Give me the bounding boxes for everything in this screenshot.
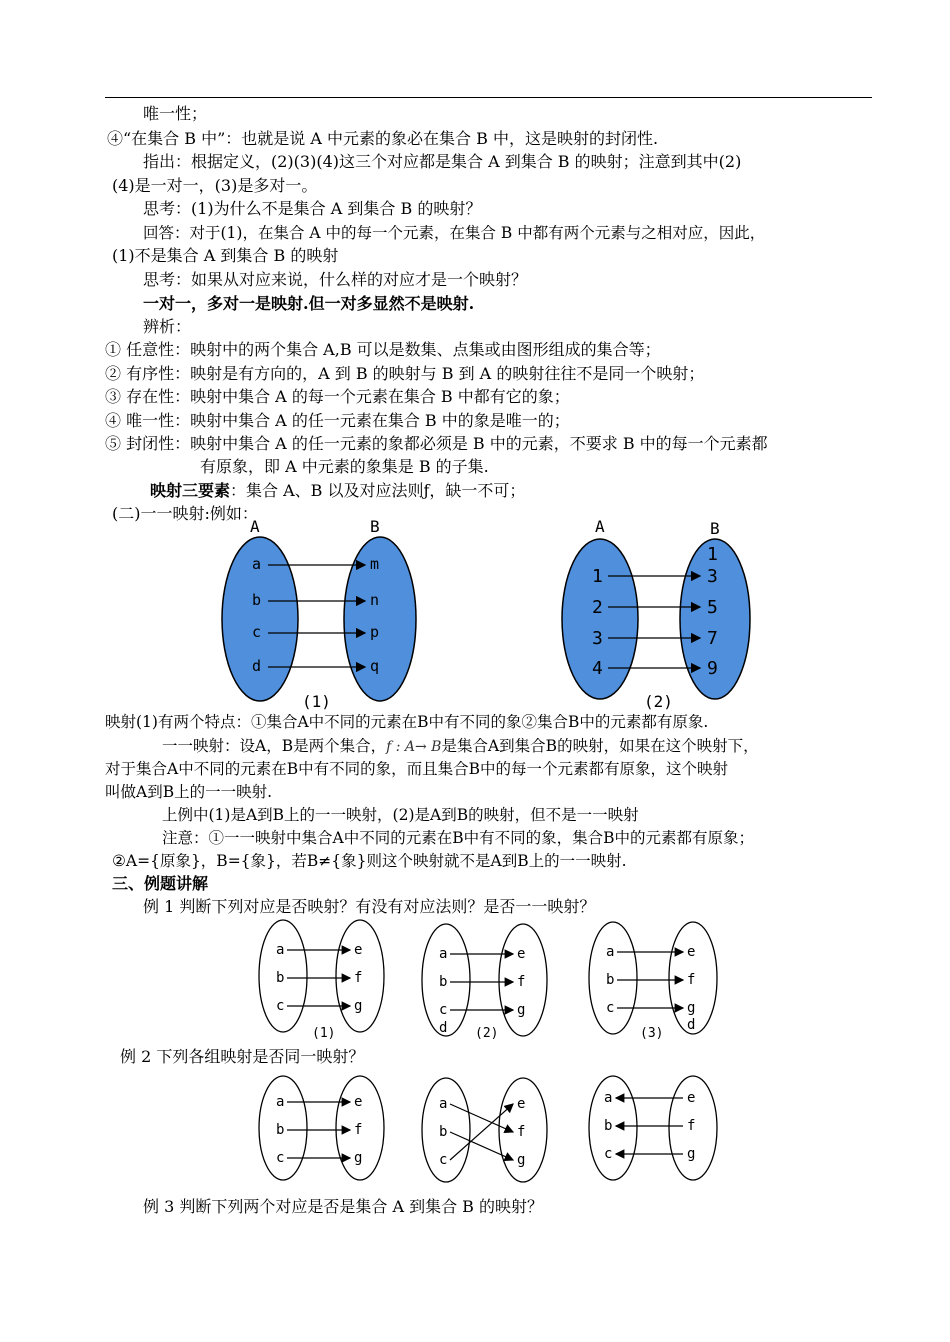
- element-label: 2: [592, 597, 603, 618]
- list-item: ③ 存在性：映射中集合 A 的每一个元素在集合 B 中都有它的象；: [105, 387, 570, 406]
- element-label: p: [370, 623, 380, 641]
- text-line: (4)是一对一，(3)是多对一。: [112, 176, 318, 195]
- list-item: ② 有序性：映射是有方向的，A 到 B 的映射与 B 到 A 的映射往往不是同一个映射；: [105, 364, 705, 383]
- text-line: 叫做A到B上的一一映射.: [105, 783, 273, 801]
- text-line: 对于集合A中不同的元素在B中有不同的象，而且集合B中的每一个元素都有原象，这个映射: [105, 760, 728, 778]
- text-line: 有原象，即 A 中元素的象集是 B 的子集.: [200, 457, 489, 476]
- text-line: 思考：(1)为什么不是集合 A 到集合 B 的映射？: [143, 199, 482, 218]
- element-label: 3: [707, 566, 718, 587]
- element-label: 5: [707, 597, 718, 618]
- element-label: b: [439, 974, 448, 990]
- element-label: e: [354, 1094, 363, 1110]
- text-line: [162, 736, 759, 757]
- bold-term: 映射三要素: [150, 481, 231, 500]
- set-ellipse: [344, 537, 416, 701]
- element-label: a: [606, 944, 615, 960]
- list-item: ⑤ 封闭性：映射中集合 A 的任一元素的象都必须是 B 中的元素，不要求 B 中的每一个元素都: [105, 434, 768, 453]
- element-label: a: [439, 1096, 448, 1112]
- set-label: A: [595, 517, 605, 536]
- mapping-arrow: [450, 1104, 513, 1132]
- figure-caption: (1): [302, 692, 331, 711]
- element-label: a: [604, 1090, 613, 1106]
- element-label: e: [687, 1090, 696, 1106]
- text-line: 例 3 判断下列两个对应是否是集合 A 到集合 B 的映射？: [143, 1197, 544, 1216]
- text-span: 一一映射：设A，B是两个集合，: [162, 737, 387, 755]
- text-span: 是集合A到集合B的映射，如果在这个映射下，: [441, 737, 759, 755]
- text-line: 唯一性；: [143, 104, 208, 123]
- element-label: 4: [592, 658, 603, 679]
- element-label: g: [517, 1152, 526, 1168]
- element-label: c: [252, 623, 262, 641]
- element-label: c: [604, 1146, 613, 1162]
- element-label: f: [687, 1118, 696, 1134]
- text-line: (二)一一映射:例如：: [112, 504, 258, 523]
- element-label: b: [252, 591, 262, 609]
- section-heading: 三、例题讲解: [112, 874, 209, 893]
- text-span: ：集合 A、B 以及对应法则ƒ，缺一不可；: [230, 481, 526, 500]
- element-label: g: [687, 1000, 696, 1016]
- element-label: 1: [592, 566, 603, 587]
- text-line: 注意：①一一映射中集合A中不同的元素在B中有不同的象，集合B中的元素都有原象；: [162, 829, 754, 847]
- element-label: g: [517, 1002, 526, 1018]
- mapping-figure-top: [210, 514, 760, 714]
- text-line: 指出：根据定义，(2)(3)(4)这三个对应都是集合 A 到集合 B 的映射；注意到其中(2): [143, 152, 742, 171]
- figure-caption: (1): [312, 1026, 336, 1041]
- figure-caption: (2): [644, 692, 673, 711]
- element-label: b: [604, 1118, 613, 1134]
- element-label: f: [517, 974, 526, 990]
- element-label: 1: [707, 544, 718, 565]
- element-label: f: [517, 1124, 526, 1140]
- element-label: b: [606, 972, 615, 988]
- element-label: g: [687, 1146, 696, 1162]
- text-line: 回答：对于(1)，在集合 A 中的每一个元素，在集合 B 中都有两个元素与之相对应，因此，: [143, 224, 766, 242]
- set-label: B: [370, 517, 380, 536]
- text-line: 例 1 判断下列对应是否映射？有没有对应法则？是否一一映射？: [143, 897, 596, 916]
- mapping-arrow: [450, 1132, 513, 1160]
- element-label: d: [439, 1020, 448, 1036]
- element-label: b: [439, 1124, 448, 1140]
- text-line: ②A={原象}，B={象}，若B≠{象}则这个映射就不是A到B上的一一映射.: [112, 852, 627, 870]
- element-label: e: [517, 1096, 526, 1112]
- element-label: b: [276, 970, 285, 986]
- list-item: ① 任意性：映射中的两个集合 A,B 可以是数集、点集或由图形组成的集合等；: [105, 340, 661, 359]
- text-line: ④“在集合 B 中”：也就是说 A 中元素的象必在集合 B 中，这是映射的封闭性.: [107, 129, 659, 148]
- text-line: 映射(1)有两个特点：①集合A中不同的元素在B中有不同的象②集合B中的元素都有原象.: [105, 713, 709, 731]
- math-expression: f : A→ B: [386, 739, 442, 755]
- text-line: 思考：如果从对应来说，什么样的对应才是一个映射？: [143, 270, 528, 289]
- set-ellipse: [589, 1076, 637, 1180]
- element-label: 3: [592, 628, 603, 649]
- element-label: c: [276, 998, 285, 1014]
- element-label: c: [276, 1150, 285, 1166]
- element-label: a: [439, 946, 448, 962]
- text-line: [150, 481, 525, 501]
- set-label: A: [250, 517, 260, 536]
- element-label: d: [687, 1017, 696, 1033]
- element-label: c: [606, 1000, 615, 1016]
- text-line: 辨析：: [143, 317, 192, 336]
- element-label: n: [370, 591, 380, 609]
- list-item: ④ 唯一性：映射中集合 A 的任一元素在集合 B 中的象是唯一的；: [105, 411, 570, 430]
- text-line: 例 2 下列各组映射是否同一映射？: [120, 1047, 365, 1066]
- element-label: a: [276, 1094, 285, 1110]
- element-label: e: [517, 946, 526, 962]
- element-label: g: [354, 1150, 363, 1166]
- element-label: c: [439, 1152, 448, 1168]
- bold-statement: 一对一，多对一是映射.但一对多显然不是映射.: [143, 294, 475, 313]
- element-label: a: [252, 555, 262, 573]
- mapping-arrow: [450, 1104, 513, 1160]
- element-label: f: [687, 972, 696, 988]
- element-label: b: [276, 1122, 285, 1138]
- element-label: e: [354, 942, 363, 958]
- element-label: a: [276, 942, 285, 958]
- element-label: 9: [707, 658, 718, 679]
- element-label: g: [354, 998, 363, 1014]
- element-label: f: [354, 1122, 363, 1138]
- element-label: d: [252, 657, 262, 675]
- element-label: f: [354, 970, 363, 986]
- element-label: 7: [707, 628, 718, 649]
- example2-figures: [250, 1068, 730, 1188]
- figure-caption: (2): [475, 1026, 499, 1041]
- element-label: c: [439, 1002, 448, 1018]
- element-label: m: [370, 555, 380, 573]
- set-label: B: [710, 519, 720, 538]
- element-label: e: [687, 944, 696, 960]
- element-label: q: [370, 657, 380, 675]
- text-line: (1)不是集合 A 到集合 B 的映射: [112, 246, 339, 265]
- header-rule: [105, 97, 872, 98]
- example1-figures: [250, 912, 730, 1047]
- text-line: 上例中(1)是A到B上的一一映射，(2)是A到B的映射，但不是一一映射: [162, 806, 639, 824]
- figure-caption: (3): [640, 1026, 664, 1041]
